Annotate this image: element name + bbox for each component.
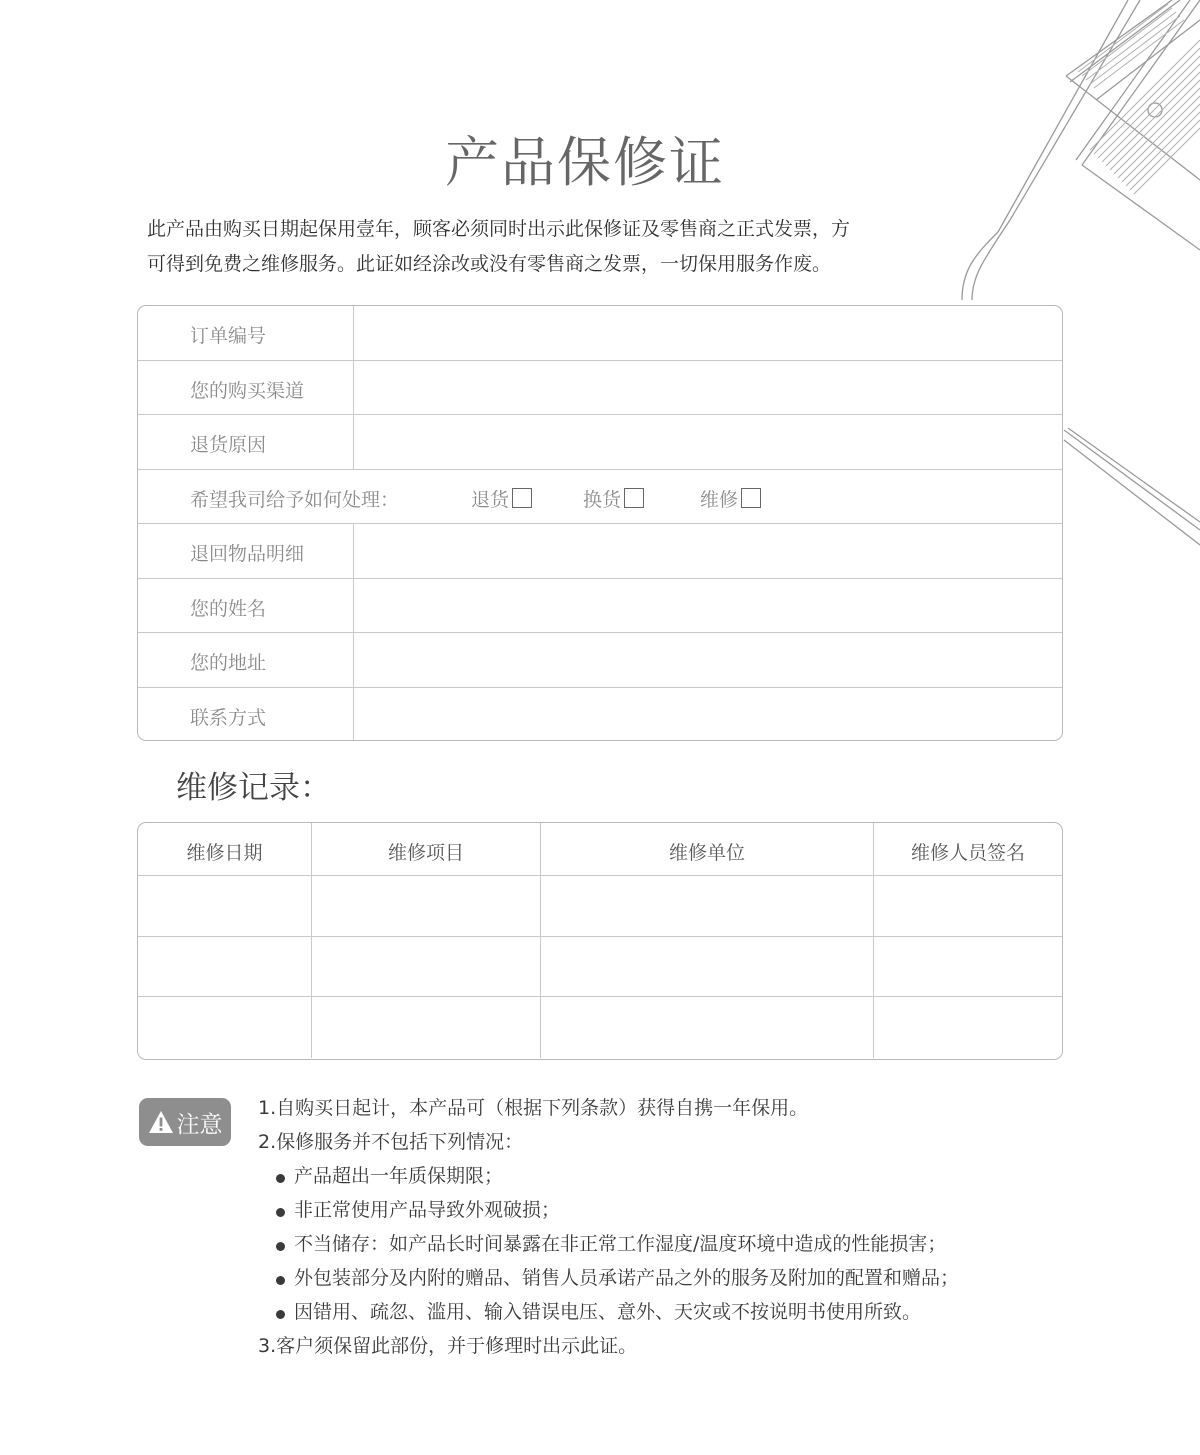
table-header-row [138, 823, 1062, 876]
customer-info-table [137, 305, 1063, 741]
name-field[interactable] [354, 579, 1062, 633]
info-row-return-items [138, 524, 1062, 579]
option-label: 维修 [700, 488, 739, 511]
purchase-channel-field[interactable] [354, 361, 1062, 415]
warning-icon [148, 1110, 174, 1134]
note-bullet-text: 外包装部分及内附的赠品、销售人员承诺产品之外的服务及附加的配置和赠品； [294, 1267, 960, 1289]
address-field[interactable] [354, 633, 1062, 687]
note-item: 3.客户须保留此部份，并于修理时出示此证。 [258, 1335, 638, 1357]
handling-label: 希望我司给予如何处理： [190, 488, 400, 511]
option-label: 换货 [583, 488, 622, 511]
info-row-contact [138, 688, 1062, 742]
info-row-return-reason [138, 415, 1062, 470]
contact-field[interactable] [354, 688, 1062, 742]
info-row-name [138, 579, 1062, 634]
repair-checkbox[interactable] [741, 488, 761, 508]
exchange-checkbox[interactable] [624, 488, 644, 508]
note-bullet [258, 1261, 1138, 1295]
option-return[interactable] [471, 485, 583, 512]
repair-record-heading: 维修记录： [176, 770, 331, 806]
table-cell[interactable] [312, 876, 541, 936]
order-number-field[interactable] [354, 306, 1062, 360]
info-label: 您的地址 [138, 633, 354, 687]
column-header: 维修人员签名 [910, 841, 1025, 864]
info-label: 联系方式 [138, 688, 354, 742]
info-row-purchase-channel [138, 361, 1062, 416]
return-items-field[interactable] [354, 524, 1062, 578]
table-cell[interactable] [138, 997, 312, 1058]
notice-badge [139, 1098, 231, 1146]
info-label: 您的购买渠道 [138, 361, 354, 415]
note-item: 1.自购买日起计，本产品可（根据下列条款）获得自携一年保用。 [258, 1097, 809, 1119]
note-bullet-text: 因错用、疏忽、滥用、输入错误电压、意外、天灾或不按说明书使用所致。 [294, 1301, 922, 1323]
note-item: 2.保修服务并不包括下列情况： [258, 1131, 524, 1153]
table-cell[interactable] [874, 937, 1062, 997]
table-cell[interactable] [541, 937, 874, 997]
table-cell[interactable] [874, 876, 1062, 936]
column-header: 维修日期 [138, 823, 312, 875]
note-bullet-text: 非正常使用产品导致外观破损； [294, 1199, 561, 1221]
intro-line: 可得到免费之维修服务。此证如经涂改或没有零售商之发票，一切保用服务作废。 [147, 253, 832, 275]
page-title: 产品保修证 [445, 131, 725, 194]
note-bullet [258, 1193, 1138, 1227]
note-bullet-text: 不当储存：如产品长时间暴露在非正常工作湿度/温度环境中造成的性能损害； [294, 1233, 947, 1255]
note-bullet-text: 产品超出一年质保期限； [294, 1165, 504, 1187]
table-cell[interactable] [138, 937, 312, 997]
return-reason-field[interactable] [354, 415, 1062, 469]
table-cell[interactable] [541, 997, 874, 1058]
info-row-order-number [138, 306, 1062, 361]
info-label: 退货原因 [138, 415, 354, 469]
info-label: 订单编号 [138, 306, 354, 360]
info-row-handling [138, 470, 1062, 525]
table-cell[interactable] [138, 876, 312, 936]
return-checkbox[interactable] [512, 488, 532, 508]
note-bullet [258, 1159, 1138, 1193]
handling-options [138, 470, 761, 524]
warranty-notes [258, 1091, 1138, 1363]
table-row [138, 997, 1062, 1058]
note-bullet [258, 1227, 1138, 1261]
info-label: 退回物品明细 [138, 524, 354, 578]
option-repair[interactable] [700, 485, 761, 512]
notice-badge-label: 注意 [176, 1111, 223, 1138]
option-exchange[interactable] [583, 485, 700, 512]
table-row [138, 876, 1062, 937]
info-label: 您的姓名 [138, 579, 354, 633]
intro-line: 此产品由购买日期起保用壹年，顾客必须同时出示此保修证及零售商之正式发票，方 [147, 218, 851, 240]
column-header: 维修项目 [312, 823, 541, 875]
table-cell[interactable] [312, 937, 541, 997]
table-cell[interactable] [874, 997, 1062, 1058]
table-row [138, 937, 1062, 998]
option-label: 退货 [471, 488, 510, 511]
column-header: 维修单位 [541, 823, 874, 875]
info-row-address [138, 633, 1062, 688]
warranty-intro [147, 212, 947, 282]
note-bullet [258, 1295, 1138, 1329]
table-cell[interactable] [312, 997, 541, 1058]
repair-record-table [137, 822, 1063, 1060]
table-cell[interactable] [541, 876, 874, 936]
